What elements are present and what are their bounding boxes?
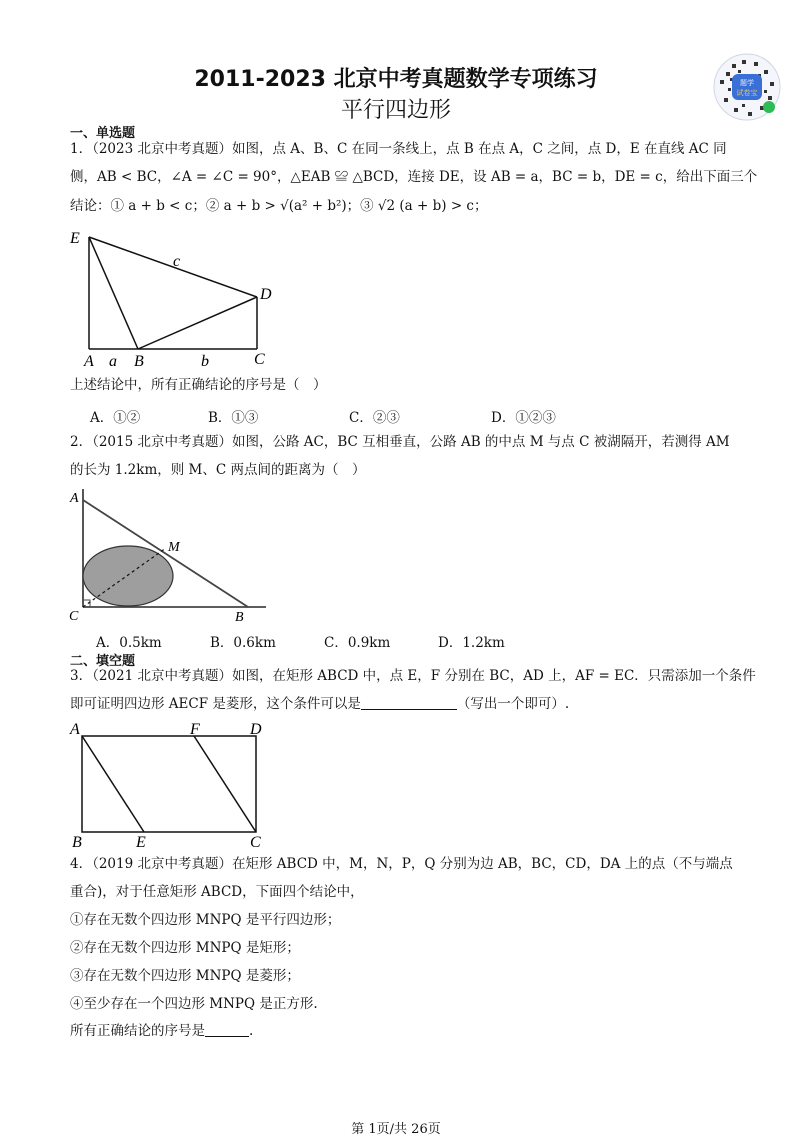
q1-label-c-side: c [173,253,181,270]
q2-option-a[interactable]: A．0.5km [96,635,162,651]
q2-line1: 2．（2015 北京中考真题）如图，公路 AC，BC 互相垂直，公路 AB 的中点 M 与点 C 被湖隔开，若测得 AM [70,434,730,450]
q4-ask-text: 所有正确结论的序号是 [70,1023,205,1039]
q1-line1: 1．（2023 北京中考真题）如图，点 A、B、C 在同一条线上，点 B 在点 A，C 之间，点 D，E 在直线 AC 同 [70,141,727,157]
q1-option-b[interactable]: B．①③ [208,410,259,426]
q3-line1: 3．（2021 北京中考真题）如图，在矩形 ABCD 中，点 E，F 分别在 BC，AD 上，AF = EC．只需添加一个条件 [70,668,756,684]
section-single-choice: 一、单选题 [70,126,136,141]
q1-option-d[interactable]: D．①②③ [491,410,556,426]
q2-label-c: C [69,609,79,624]
q4-ask-tail: . [249,1023,254,1039]
q1-label-a: A [84,353,94,370]
doc-subtitle: 平行四边形 [340,98,451,123]
q1-label-c: C [254,351,265,368]
qr-caption-2: 试卷宝 [736,89,758,97]
q2-option-b[interactable]: B．0.6km [210,635,276,651]
q4-statement-3: ③存在无数个四边形 MNPQ 是菱形； [70,968,300,984]
q2-label-m: M [168,540,180,555]
q1-line2: 侧，AB < BC，∠A = ∠C = 90°，△EAB ≌ △BCD，连接 DE，设 AB = a，BC = b，DE = c，给出下面三个 [70,169,758,185]
q3-label-e: E [136,834,146,851]
q1-label-a-side: a [109,353,117,370]
q4-statement-2: ②存在无数个四边形 MNPQ 是矩形； [70,940,300,956]
q3-line2-tail: （写出一个即可）. [456,696,570,712]
q1-label-d: D [260,286,272,303]
doc-title: 2011-2023 北京中考真题数学专项练习 [194,67,598,92]
q2-label-b: B [235,610,244,625]
q4-line1: 4．（2019 北京中考真题）在矩形 ABCD 中，M，N，P，Q 分别为边 AB，BC，CD，DA 上的点（不与端点 [70,856,733,872]
q4-answer-blank[interactable] [205,1022,249,1037]
q3-line2-text: 即可证明四边形 AECF 是菱形，这个条件可以是 [70,696,361,712]
q3-answer-blank[interactable] [361,695,457,710]
qr-caption-1: 题学 [740,79,754,87]
q3-label-b: B [72,834,82,851]
q2-line2: 的长为 1.2km，则 M、C 两点间的距离为（ ） [70,462,366,478]
q1-label-e: E [70,230,80,247]
q1-label-b: B [134,353,144,370]
q1-figure [66,224,286,372]
q2-option-d[interactable]: D．1.2km [438,635,505,651]
q3-label-f: F [190,721,200,738]
q4-statement-4: ④至少存在一个四边形 MNPQ 是正方形. [70,996,318,1012]
qr-code-icon [712,52,782,122]
section-fill-blank: 二、填空题 [70,654,136,669]
q1-line3: 结论：① a + b < c；② a + b > √(a² + b²)；③ √2 (a + b) > c； [70,198,488,214]
q3-label-a: A [70,721,80,738]
q4-statement-1: ①存在无数个四边形 MNPQ 是平行四边形； [70,912,341,928]
q1-option-a[interactable]: A．①② [90,410,141,426]
page-number: 第 1页/共 26页 [351,1122,441,1137]
q3-line2 [70,694,569,714]
q2-option-c[interactable]: C．0.9km [324,635,391,651]
q3-label-c: C [250,834,261,851]
q4-ask [70,1021,253,1041]
q4-line2: 重合)，对于任意矩形 ABCD，下面四个结论中， [70,884,364,900]
q2-figure [66,486,276,626]
q3-label-d: D [250,721,262,738]
q2-label-a: A [70,491,79,506]
q1-label-b-side: b [201,353,209,370]
q1-question: 上述结论中，所有正确结论的序号是（ ） [70,377,327,393]
q1-option-c[interactable]: C．②③ [349,410,400,426]
q3-figure [66,718,282,853]
